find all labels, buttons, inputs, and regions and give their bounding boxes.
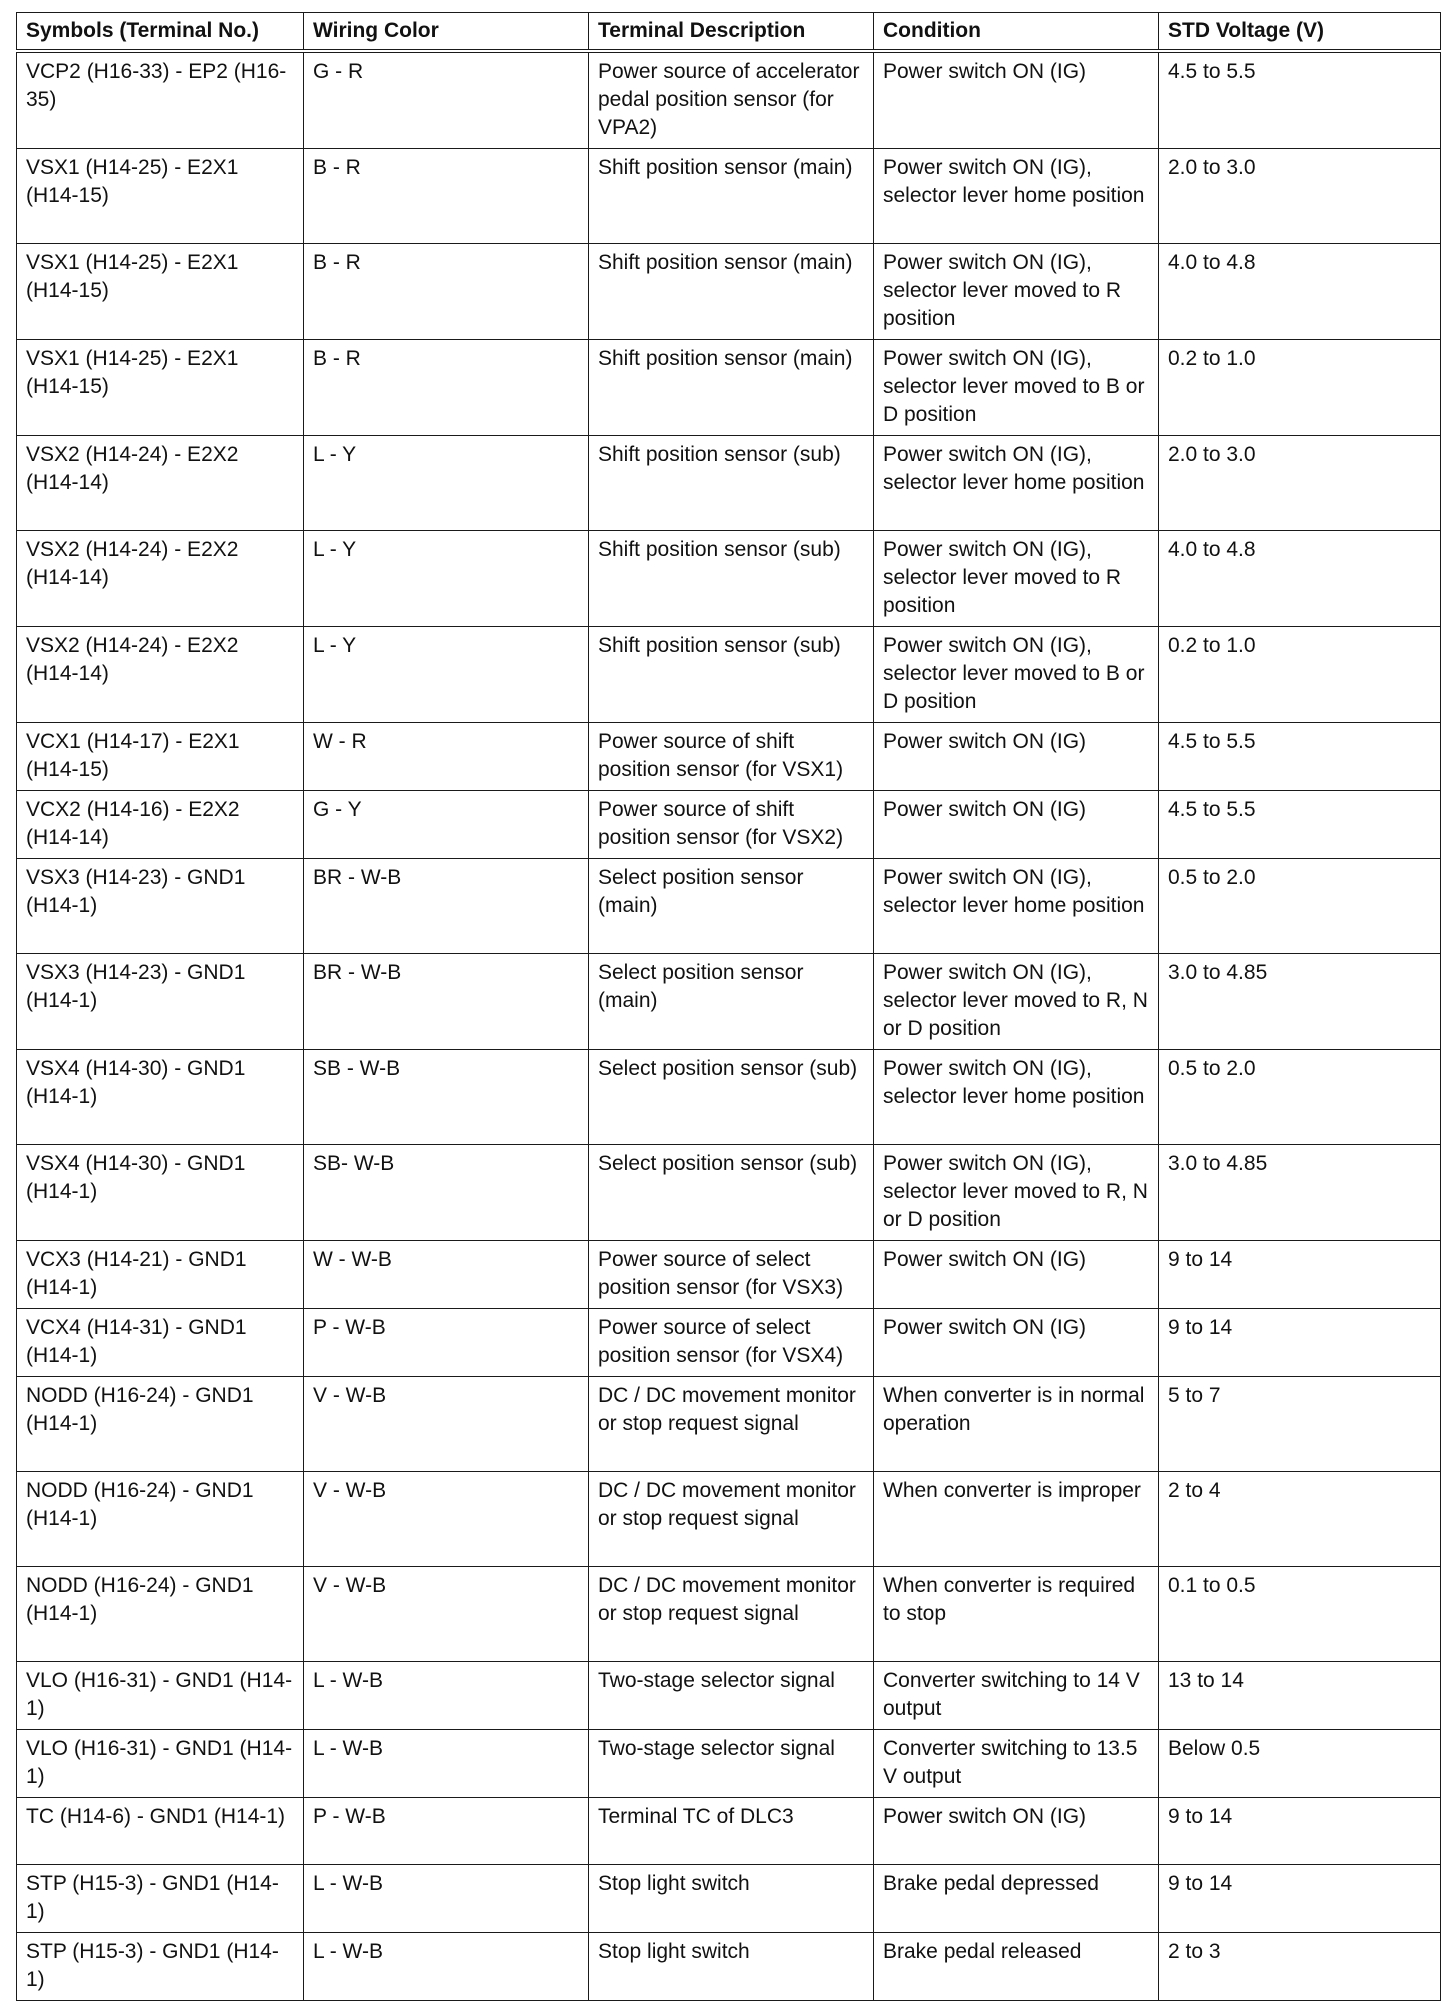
condition-cell: When converter is in normal operation — [874, 1377, 1159, 1472]
std-voltage-cell: 2 to 4 — [1159, 1472, 1441, 1567]
wiring-color-cell: BR - W-B — [304, 954, 589, 1050]
terminal-description-cell: Shift position sensor (sub) — [589, 627, 874, 723]
symbols-cell: VCX1 (H14-17) - E2X1 (H14-15) — [17, 723, 304, 791]
std-voltage-cell: 4.0 to 4.8 — [1159, 531, 1441, 627]
terminal-description-cell: Shift position sensor (main) — [589, 149, 874, 244]
terminal-description-cell: DC / DC movement monitor or stop request signal — [589, 1377, 874, 1472]
symbols-cell: VSX4 (H14-30) - GND1 (H14-1) — [17, 1050, 304, 1145]
terminal-description-cell: Shift position sensor (main) — [589, 244, 874, 340]
std-voltage-cell: 2.0 to 3.0 — [1159, 149, 1441, 244]
condition-cell: Power switch ON (IG), selector lever home position — [874, 859, 1159, 954]
symbols-cell: VCX3 (H14-21) - GND1 (H14-1) — [17, 1241, 304, 1309]
terminal-voltage-table — [16, 12, 1441, 2001]
wiring-color-cell: L - Y — [304, 627, 589, 723]
symbols-cell: VSX3 (H14-23) - GND1 (H14-1) — [17, 954, 304, 1050]
symbols-cell: NODD (H16-24) - GND1 (H14-1) — [17, 1472, 304, 1567]
table-body — [17, 51, 1441, 2001]
terminal-description-cell: Two-stage selector signal — [589, 1662, 874, 1730]
symbols-cell: VSX3 (H14-23) - GND1 (H14-1) — [17, 859, 304, 954]
table-row — [17, 149, 1441, 244]
terminal-description-cell: DC / DC movement monitor or stop request signal — [589, 1472, 874, 1567]
terminal-description-cell: Select position sensor (main) — [589, 954, 874, 1050]
symbols-cell: STP (H15-3) - GND1 (H14-1) — [17, 1865, 304, 1933]
std-voltage-cell: 0.1 to 0.5 — [1159, 1567, 1441, 1662]
std-voltage-cell: 0.2 to 1.0 — [1159, 627, 1441, 723]
terminal-description-cell: Two-stage selector signal — [589, 1730, 874, 1798]
std-voltage-cell: 0.5 to 2.0 — [1159, 1050, 1441, 1145]
table-row — [17, 1050, 1441, 1145]
symbols-cell: VSX4 (H14-30) - GND1 (H14-1) — [17, 1145, 304, 1241]
terminal-description-cell: Power source of select position sensor (for VSX3) — [589, 1241, 874, 1309]
header-row — [17, 13, 1441, 52]
symbols-cell: STP (H15-3) - GND1 (H14-1) — [17, 1933, 304, 2001]
table-row — [17, 859, 1441, 954]
std-voltage-cell: 2 to 3 — [1159, 1933, 1441, 2001]
condition-cell: Power switch ON (IG) — [874, 1309, 1159, 1377]
terminal-description-cell: Shift position sensor (sub) — [589, 436, 874, 531]
condition-cell: Converter switching to 13.5 V output — [874, 1730, 1159, 1798]
table-row — [17, 1309, 1441, 1377]
table-row — [17, 791, 1441, 859]
condition-cell: Power switch ON (IG) — [874, 1241, 1159, 1309]
wiring-color-cell: V - W-B — [304, 1377, 589, 1472]
std-voltage-cell: Below 0.5 — [1159, 1730, 1441, 1798]
condition-cell: Power switch ON (IG), selector lever home position — [874, 149, 1159, 244]
terminal-description-cell: Select position sensor (sub) — [589, 1050, 874, 1145]
condition-cell: Power switch ON (IG), selector lever home position — [874, 1050, 1159, 1145]
table-header — [17, 13, 1441, 52]
std-voltage-cell: 0.5 to 2.0 — [1159, 859, 1441, 954]
wiring-color-cell: L - Y — [304, 531, 589, 627]
symbols-cell: VCX4 (H14-31) - GND1 (H14-1) — [17, 1309, 304, 1377]
std-voltage-cell: 9 to 14 — [1159, 1865, 1441, 1933]
wiring-color-cell: W - W-B — [304, 1241, 589, 1309]
symbols-cell: VLO (H16-31) - GND1 (H14-1) — [17, 1662, 304, 1730]
symbols-cell: NODD (H16-24) - GND1 (H14-1) — [17, 1567, 304, 1662]
symbols-cell: VSX2 (H14-24) - E2X2 (H14-14) — [17, 627, 304, 723]
table-row — [17, 340, 1441, 436]
condition-cell: Power switch ON (IG), selector lever moved to R position — [874, 531, 1159, 627]
condition-cell: Power switch ON (IG), selector lever moved to B or D position — [874, 340, 1159, 436]
wiring-color-cell: SB - W-B — [304, 1050, 589, 1145]
condition-cell: Power switch ON (IG), selector lever moved to R, N or D position — [874, 1145, 1159, 1241]
symbols-cell: VSX2 (H14-24) - E2X2 (H14-14) — [17, 436, 304, 531]
terminal-description-cell: Shift position sensor (sub) — [589, 531, 874, 627]
condition-cell: Power switch ON (IG), selector lever moved to R, N or D position — [874, 954, 1159, 1050]
table-row — [17, 1145, 1441, 1241]
wiring-color-cell: L - Y — [304, 436, 589, 531]
terminal-description-cell: Shift position sensor (main) — [589, 340, 874, 436]
std-voltage-cell: 4.5 to 5.5 — [1159, 51, 1441, 149]
terminal-description-cell: Terminal TC of DLC3 — [589, 1798, 874, 1865]
std-voltage-cell: 9 to 14 — [1159, 1241, 1441, 1309]
symbols-cell: NODD (H16-24) - GND1 (H14-1) — [17, 1377, 304, 1472]
wiring-color-cell: SB- W-B — [304, 1145, 589, 1241]
table-row — [17, 723, 1441, 791]
std-voltage-cell: 3.0 to 4.85 — [1159, 1145, 1441, 1241]
terminal-description-cell: Stop light switch — [589, 1933, 874, 2001]
terminal-description-cell: Power source of shift position sensor (for VSX1) — [589, 723, 874, 791]
condition-cell: Power switch ON (IG) — [874, 1798, 1159, 1865]
symbols-cell: VSX1 (H14-25) - E2X1 (H14-15) — [17, 244, 304, 340]
wiring-color-cell: L - W-B — [304, 1730, 589, 1798]
condition-cell: Power switch ON (IG) — [874, 791, 1159, 859]
symbols-cell: VSX2 (H14-24) - E2X2 (H14-14) — [17, 531, 304, 627]
table-row — [17, 954, 1441, 1050]
wiring-color-cell: L - W-B — [304, 1933, 589, 2001]
header-terminal-description: Terminal Description — [589, 13, 874, 52]
wiring-color-cell: B - R — [304, 340, 589, 436]
wiring-color-cell: B - R — [304, 149, 589, 244]
condition-cell: Power switch ON (IG) — [874, 51, 1159, 149]
header-std-voltage: STD Voltage (V) — [1159, 13, 1441, 52]
table-row — [17, 1662, 1441, 1730]
symbols-cell: TC (H14-6) - GND1 (H14-1) — [17, 1798, 304, 1865]
wiring-color-cell: V - W-B — [304, 1472, 589, 1567]
terminal-description-cell: Select position sensor (sub) — [589, 1145, 874, 1241]
table-row — [17, 1377, 1441, 1472]
terminal-description-cell: Power source of accelerator pedal position sensor (for VPA2) — [589, 51, 874, 149]
std-voltage-cell: 0.2 to 1.0 — [1159, 340, 1441, 436]
symbols-cell: VCP2 (H16-33) - EP2 (H16-35) — [17, 51, 304, 149]
condition-cell: Power switch ON (IG), selector lever moved to B or D position — [874, 627, 1159, 723]
table-row — [17, 1472, 1441, 1567]
wiring-color-cell: V - W-B — [304, 1567, 589, 1662]
wiring-color-cell: L - W-B — [304, 1865, 589, 1933]
condition-cell: Converter switching to 14 V output — [874, 1662, 1159, 1730]
wiring-color-cell: W - R — [304, 723, 589, 791]
std-voltage-cell: 4.0 to 4.8 — [1159, 244, 1441, 340]
symbols-cell: VCX2 (H14-16) - E2X2 (H14-14) — [17, 791, 304, 859]
wiring-color-cell: P - W-B — [304, 1798, 589, 1865]
terminal-description-cell: Select position sensor (main) — [589, 859, 874, 954]
symbols-cell: VSX1 (H14-25) - E2X1 (H14-15) — [17, 149, 304, 244]
table-row — [17, 436, 1441, 531]
table-row — [17, 1567, 1441, 1662]
table-row — [17, 1798, 1441, 1865]
std-voltage-cell: 5 to 7 — [1159, 1377, 1441, 1472]
terminal-description-cell: Stop light switch — [589, 1865, 874, 1933]
header-condition: Condition — [874, 13, 1159, 52]
std-voltage-cell: 9 to 14 — [1159, 1309, 1441, 1377]
header-symbols: Symbols (Terminal No.) — [17, 13, 304, 52]
std-voltage-cell: 2.0 to 3.0 — [1159, 436, 1441, 531]
condition-cell: Power switch ON (IG), selector lever moved to R position — [874, 244, 1159, 340]
terminal-description-cell: Power source of shift position sensor (for VSX2) — [589, 791, 874, 859]
std-voltage-cell: 4.5 to 5.5 — [1159, 723, 1441, 791]
std-voltage-cell: 13 to 14 — [1159, 1662, 1441, 1730]
table-row — [17, 1241, 1441, 1309]
wiring-color-cell: L - W-B — [304, 1662, 589, 1730]
table-row — [17, 531, 1441, 627]
table-row — [17, 627, 1441, 723]
wiring-color-cell: G - Y — [304, 791, 589, 859]
wiring-color-cell: BR - W-B — [304, 859, 589, 954]
symbols-cell: VSX1 (H14-25) - E2X1 (H14-15) — [17, 340, 304, 436]
table-row — [17, 1865, 1441, 1933]
wiring-color-cell: B - R — [304, 244, 589, 340]
condition-cell: When converter is improper — [874, 1472, 1159, 1567]
terminal-description-cell: Power source of select position sensor (for VSX4) — [589, 1309, 874, 1377]
condition-cell: Power switch ON (IG) — [874, 723, 1159, 791]
table-row — [17, 1730, 1441, 1798]
std-voltage-cell: 4.5 to 5.5 — [1159, 791, 1441, 859]
condition-cell: Brake pedal released — [874, 1933, 1159, 2001]
table-row — [17, 51, 1441, 149]
std-voltage-cell: 3.0 to 4.85 — [1159, 954, 1441, 1050]
table-row — [17, 244, 1441, 340]
std-voltage-cell: 9 to 14 — [1159, 1798, 1441, 1865]
header-wiring-color: Wiring Color — [304, 13, 589, 52]
terminal-description-cell: DC / DC movement monitor or stop request signal — [589, 1567, 874, 1662]
table-row — [17, 1933, 1441, 2001]
condition-cell: Brake pedal depressed — [874, 1865, 1159, 1933]
symbols-cell: VLO (H16-31) - GND1 (H14-1) — [17, 1730, 304, 1798]
wiring-color-cell: G - R — [304, 51, 589, 149]
wiring-color-cell: P - W-B — [304, 1309, 589, 1377]
condition-cell: Power switch ON (IG), selector lever home position — [874, 436, 1159, 531]
condition-cell: When converter is required to stop — [874, 1567, 1159, 1662]
